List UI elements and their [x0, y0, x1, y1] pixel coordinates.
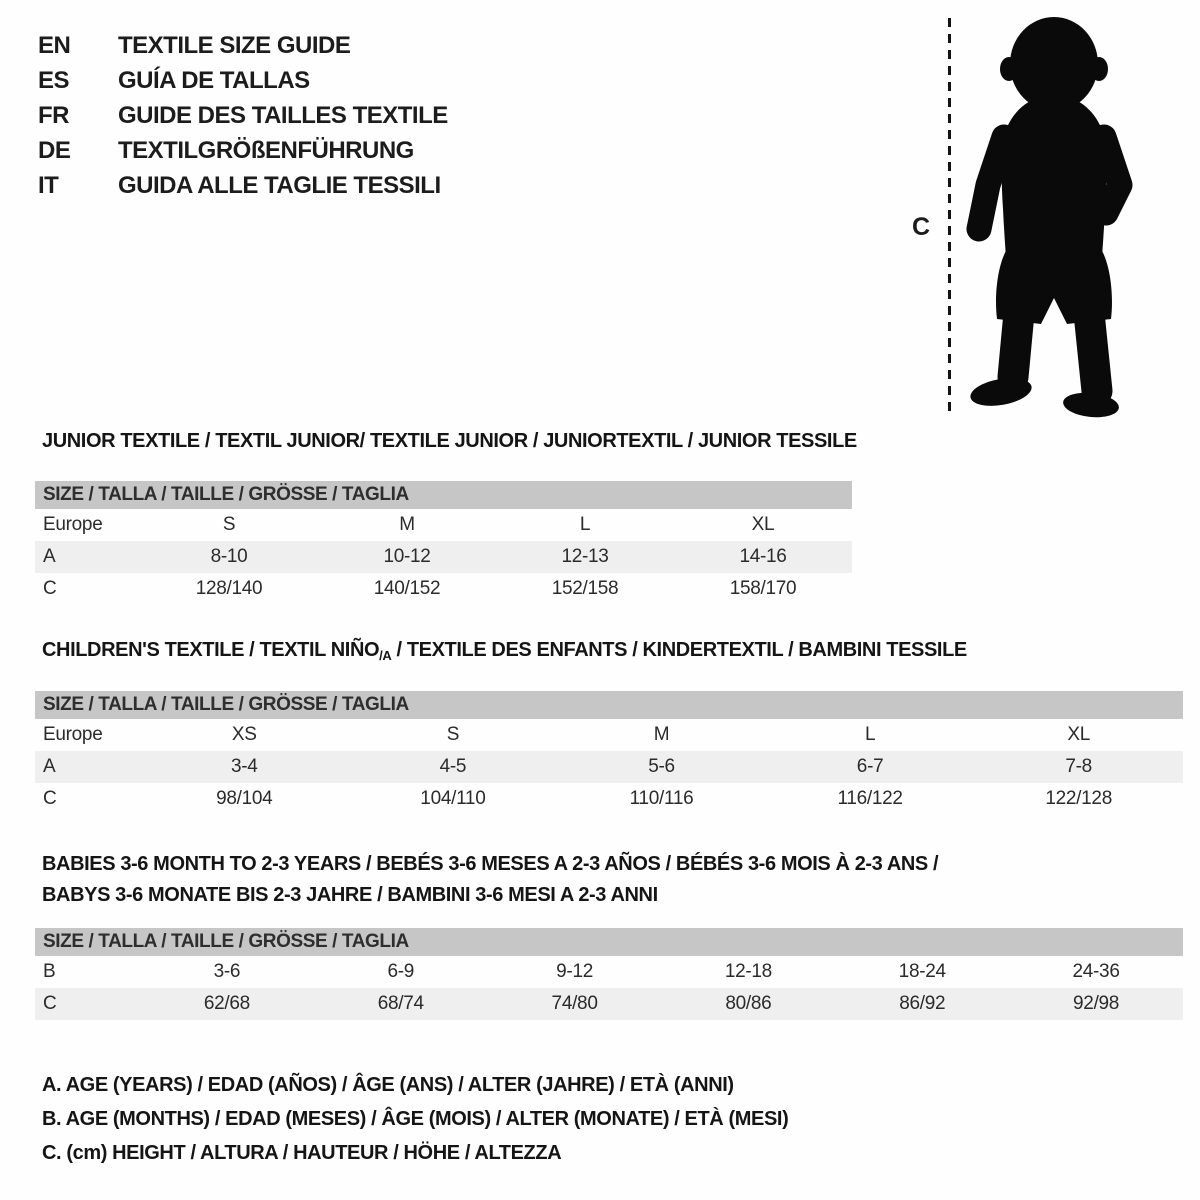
table-cell: 10-12	[383, 546, 431, 567]
table-cell: 12-18	[724, 961, 772, 982]
table-row-europe	[35, 719, 1183, 751]
children-title-part1: CHILDREN'S TEXTILE / TEXTIL NIÑO	[42, 639, 380, 661]
language-row-es	[38, 63, 448, 98]
table-cell: 62/68	[203, 993, 250, 1014]
row-label: A	[43, 756, 56, 777]
table-cell: 18-24	[898, 961, 946, 982]
language-code: DE	[38, 136, 71, 164]
table-cell: 68/74	[377, 993, 424, 1014]
children-size-table	[35, 691, 1183, 815]
table-cell: 7-8	[1065, 756, 1092, 777]
table-cell: 140/152	[373, 578, 441, 599]
table-cell: 116/122	[837, 788, 903, 809]
row-label: A	[43, 546, 56, 567]
table-cell: M	[399, 514, 415, 535]
height-measure-label: C	[912, 213, 931, 241]
table-cell: L	[864, 724, 876, 745]
table-cell: 3-4	[231, 756, 258, 777]
table-cell: XL	[751, 514, 775, 535]
language-row-en	[38, 28, 448, 63]
language-list	[38, 28, 448, 203]
table-cell: 80/86	[725, 993, 772, 1014]
table-cell: S	[222, 514, 236, 535]
table-cell: 9-12	[556, 961, 593, 982]
language-code: IT	[38, 171, 59, 199]
babies-size-table	[35, 928, 1183, 1020]
children-table-size-header: SIZE / TALLA / TAILLE / GRÖSSE / TAGLIA	[35, 691, 1183, 719]
row-label: Europe	[43, 724, 103, 745]
row-label: C	[43, 788, 57, 809]
table-cell: 86/92	[899, 993, 946, 1014]
table-row-europe	[35, 509, 852, 541]
junior-size-table	[35, 481, 852, 605]
legend-line-a: A. AGE (YEARS) / EDAD (AÑOS) / ÂGE (ANS) / ALTER (JAHRE) / ETÀ (ANNI)	[42, 1074, 734, 1096]
table-row-height	[35, 988, 1183, 1020]
babies-section-title	[42, 849, 938, 911]
table-cell: 98/104	[216, 788, 273, 809]
children-title-part2: / TEXTILE DES ENFANTS / KINDERTEXTIL / BAMBINI TESSILE	[391, 639, 967, 661]
table-cell: S	[446, 724, 460, 745]
table-cell: L	[579, 514, 591, 535]
table-cell: 104/110	[420, 788, 486, 809]
table-cell: M	[653, 724, 670, 745]
babies-title-line2: BABYS 3-6 MONATE BIS 2-3 JAHRE / BAMBINI 3-6 MESI A 2-3 ANNI	[42, 884, 658, 906]
language-title: TEXTILGRÖßENFÜHRUNG	[118, 136, 414, 164]
table-cell: 92/98	[1073, 993, 1120, 1014]
table-cell: 5-6	[648, 756, 675, 777]
language-title: GUÍA DE TALLAS	[118, 66, 310, 94]
language-code: FR	[38, 101, 69, 129]
table-row-height	[35, 783, 1183, 815]
language-row-fr	[38, 98, 448, 133]
toddler-silhouette	[966, 17, 1135, 418]
measure-legend	[42, 1068, 788, 1170]
table-cell: 6-7	[856, 756, 884, 777]
row-label: C	[43, 578, 57, 599]
language-title: GUIDA ALLE TAGLIE TESSILI	[118, 171, 441, 199]
language-row-de	[38, 133, 448, 168]
table-cell: 12-13	[561, 546, 609, 567]
table-cell: 128/140	[195, 578, 263, 599]
language-title: TEXTILE SIZE GUIDE	[118, 31, 351, 59]
table-cell: 110/116	[629, 788, 694, 809]
row-label: C	[43, 993, 57, 1014]
table-cell: 6-9	[387, 961, 415, 982]
language-code: EN	[38, 31, 71, 59]
table-row-age	[35, 541, 852, 573]
table-row-age	[35, 751, 1183, 783]
table-cell: 158/170	[729, 578, 797, 599]
language-code: ES	[38, 66, 70, 94]
children-section-title	[42, 639, 967, 662]
table-cell: 14-16	[739, 546, 787, 567]
babies-table-size-header: SIZE / TALLA / TAILLE / GRÖSSE / TAGLIA	[35, 928, 1183, 956]
height-measure-dashed-line	[948, 18, 951, 416]
table-row-age-months	[35, 956, 1183, 988]
row-label: Europe	[43, 514, 103, 535]
table-cell: XL	[1067, 724, 1090, 745]
children-title-subscript: /A	[379, 648, 392, 663]
table-cell: 3-6	[213, 961, 241, 982]
babies-title-line1: BABIES 3-6 MONTH TO 2-3 YEARS / BEBÉS 3-6 MESES A 2-3 AÑOS / BÉBÉS 3-6 MOIS À 2-3 ANS /	[42, 853, 939, 875]
table-cell: 8-10	[210, 546, 248, 567]
legend-line-b: B. AGE (MONTHS) / EDAD (MESES) / ÂGE (MOIS) / ALTER (MONATE) / ETÀ (MESI)	[42, 1108, 789, 1130]
language-title: GUIDE DES TAILLES TEXTILE	[118, 101, 448, 129]
table-cell: 24-36	[1072, 961, 1120, 982]
table-cell: 74/80	[551, 993, 598, 1014]
row-label: B	[43, 961, 56, 982]
table-cell: XS	[231, 724, 257, 745]
legend-line-c: C. (cm) HEIGHT / ALTURA / HAUTEUR / HÖHE / ALTEZZA	[42, 1142, 562, 1164]
table-cell: 4-5	[439, 756, 467, 777]
junior-table-size-header: SIZE / TALLA / TAILLE / GRÖSSE / TAGLIA	[35, 481, 852, 509]
table-row-height	[35, 573, 852, 605]
junior-section-title: JUNIOR TEXTILE / TEXTIL JUNIOR/ TEXTILE JUNIOR / JUNIORTEXTIL / JUNIOR TESSILE	[42, 430, 857, 452]
table-cell: 152/158	[551, 578, 619, 599]
language-row-it	[38, 168, 448, 203]
table-cell: 122/128	[1045, 788, 1112, 809]
